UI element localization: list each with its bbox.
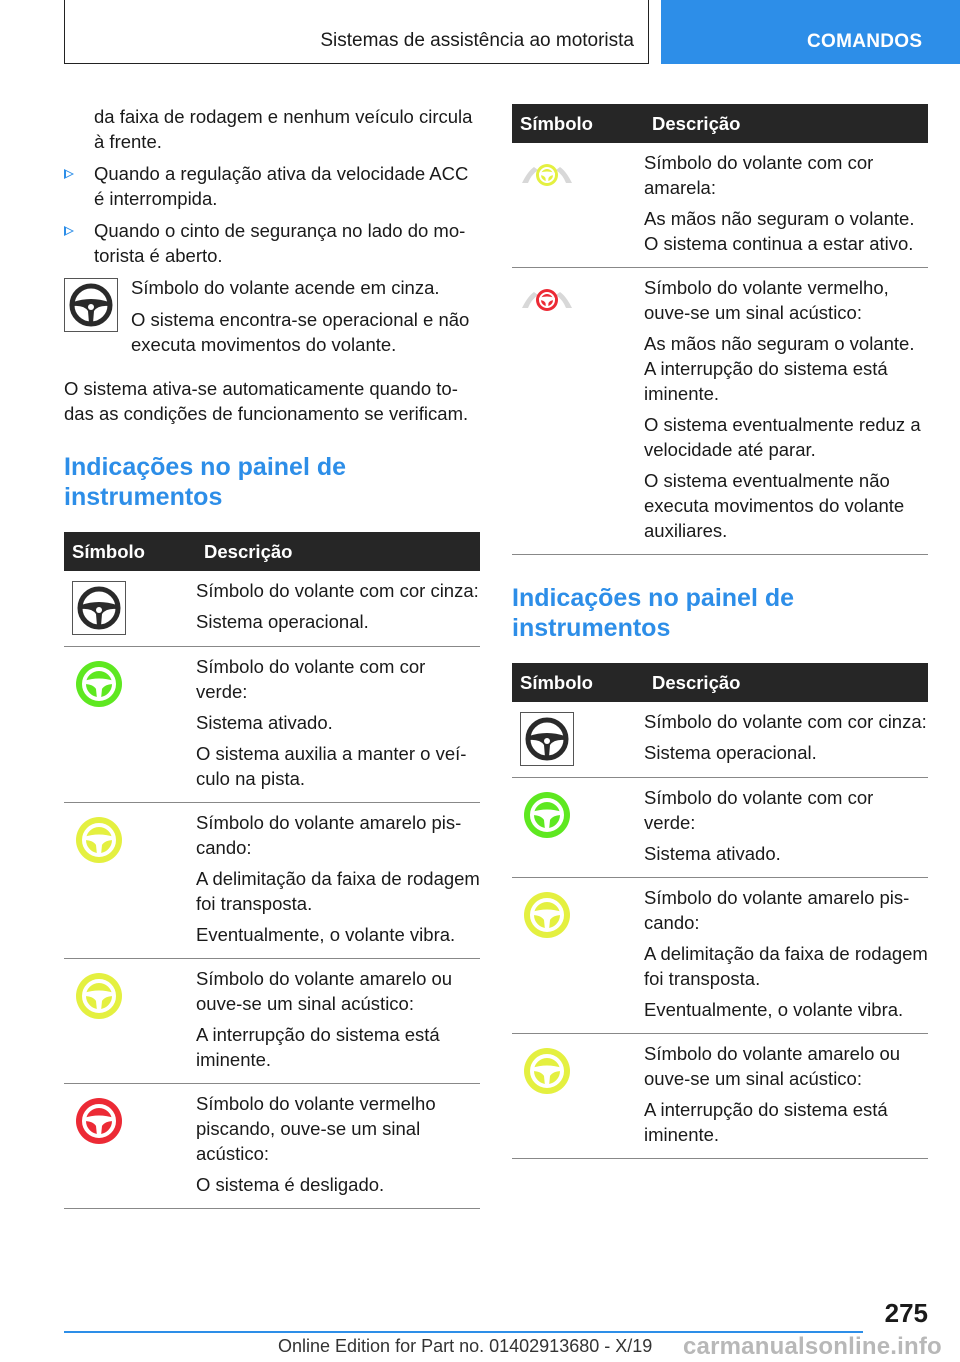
table-row (512, 1034, 928, 1159)
hands-off-yellow-icon (520, 153, 574, 193)
description-line: A delimitação da faixa de rodagem foi transposta. (196, 868, 480, 914)
bullet-text: Quando o cinto de segurança no lado do motorista é aberto. (94, 220, 466, 266)
section-heading: Indicações no painel de instrumentos (512, 584, 795, 642)
description-line: Eventualmente, o volante vibra. (196, 924, 456, 945)
table-header-row (512, 663, 928, 702)
steering-wheel-yellow-icon (72, 813, 126, 867)
page-number: 275 (884, 1298, 928, 1328)
description-line: Símbolo do volante amarelo ou ouve-se um sinal acústico: (196, 968, 453, 1014)
table-row (64, 647, 480, 803)
table-row (512, 702, 928, 778)
header-section-title: Sistemas de assistência ao motorista (320, 30, 634, 51)
description-line: As mãos não seguram o volante. A interrupção do sistema está iminente. (644, 333, 915, 404)
intro-continuation: da faixa de rodagem e nenhum veículo circula à frente. (94, 106, 473, 152)
column-header-symbol: Símbolo (512, 663, 644, 702)
description-line: Sistema operacional. (196, 611, 369, 632)
table-row (64, 959, 480, 1084)
table-row (512, 778, 928, 878)
description-line: A interrupção do sistema está iminente. (196, 1024, 440, 1070)
description-line: Símbolo do volante vermelho, ouve-se um sinal acústico: (644, 277, 889, 323)
column-header-symbol: Símbolo (64, 532, 196, 571)
right-column (512, 104, 928, 1159)
activation-paragraph: O sistema ativa-se automaticamente quando todas as condições de funcionamento se verificam. (64, 378, 469, 424)
steering-wheel-green-icon (520, 788, 574, 842)
description-line: O sistema eventualmente não executa movimentos do volante auxiliares. (644, 470, 905, 541)
description-line: Símbolo do volante amarelo ou ouve-se um sinal acústico: (644, 1043, 901, 1089)
watermark: carmanualsonline.info (683, 1333, 942, 1360)
table-row (64, 803, 480, 959)
hands-off-table (512, 104, 928, 555)
description-line: Eventualmente, o volante vibra. (644, 999, 904, 1020)
table-row (512, 878, 928, 1034)
description-line: O sistema é desligado. (196, 1174, 385, 1195)
table-row (64, 571, 480, 647)
symbol-note-line: Símbolo do volante acende em cinza. (131, 277, 440, 298)
steering-wheel-yellow-icon (520, 888, 574, 942)
description-line: O sistema eventualmente reduz a velocidade até parar. (644, 414, 921, 460)
indicator-table (512, 663, 928, 1159)
header-section-box (64, 0, 649, 64)
description-line: Símbolo do volante vermelho piscando, ouve-se um sinal acústico: (196, 1093, 436, 1164)
description-line: Sistema ativado. (644, 843, 781, 864)
footer-edition: Online Edition for Part no. 01402913680 - X/19 (278, 1336, 653, 1356)
table-row (512, 268, 928, 555)
description-line: Símbolo do volante com cor verde: (644, 787, 874, 833)
description-line: Sistema operacional. (644, 742, 817, 763)
table-header-row (512, 104, 928, 143)
column-header-symbol: Símbolo (512, 104, 644, 143)
description-line: Símbolo do volante com cor cinza: (196, 580, 479, 601)
column-header-description: Descrição (196, 532, 480, 571)
description-line: A interrupção do sistema está iminente. (644, 1099, 888, 1145)
column-header-description: Descrição (644, 663, 928, 702)
description-line: A delimitação da faixa de rodagem foi transposta. (644, 943, 928, 989)
section-heading: Indicações no painel de instrumentos (64, 453, 347, 511)
bullet-item (64, 161, 480, 211)
description-line: As mãos não seguram o volante. O sistema continua a estar ativo. (644, 208, 915, 254)
description-line: Símbolo do volante com cor verde: (196, 656, 426, 702)
bullet-triangle-icon (64, 226, 74, 236)
bullet-item (64, 218, 480, 268)
indicator-table (64, 532, 480, 1209)
steering-wheel-gray-icon (72, 581, 126, 635)
header-chapter-tab[interactable] (661, 0, 960, 64)
bullet-text: Quando a regulação ativa da velocidade ACC é interrompida. (94, 163, 469, 209)
steering-wheel-yellow-icon (520, 1044, 574, 1098)
table-header-row (64, 532, 480, 571)
steering-wheel-gray-icon (520, 712, 574, 766)
hands-off-red-icon (520, 278, 574, 318)
description-line: O sistema auxilia a manter o veículo na pista. (196, 743, 467, 789)
description-line: Símbolo do volante amarelo piscando: (644, 887, 910, 933)
description-line: Símbolo do volante amarelo piscando: (196, 812, 462, 858)
description-line: Símbolo do volante com cor amarela: (644, 152, 874, 198)
column-header-description: Descrição (644, 104, 928, 143)
steering-wheel-red-icon (72, 1094, 126, 1148)
table-row (64, 1084, 480, 1209)
bullet-triangle-icon (64, 169, 74, 179)
steering-wheel-yellow-icon (72, 969, 126, 1023)
description-line: Símbolo do volante com cor cinza: (644, 711, 927, 732)
description-line: Sistema ativado. (196, 712, 333, 733)
symbol-note (64, 275, 480, 364)
symbol-note-line: O sistema encontra-se operacional e não executa movimentos do volante. (131, 309, 470, 355)
left-column (64, 104, 480, 1209)
steering-wheel-green-icon (72, 657, 126, 711)
table-row (512, 143, 928, 268)
header-chapter-label: COMANDOS (807, 31, 923, 52)
steering-wheel-gray-icon (64, 278, 118, 332)
